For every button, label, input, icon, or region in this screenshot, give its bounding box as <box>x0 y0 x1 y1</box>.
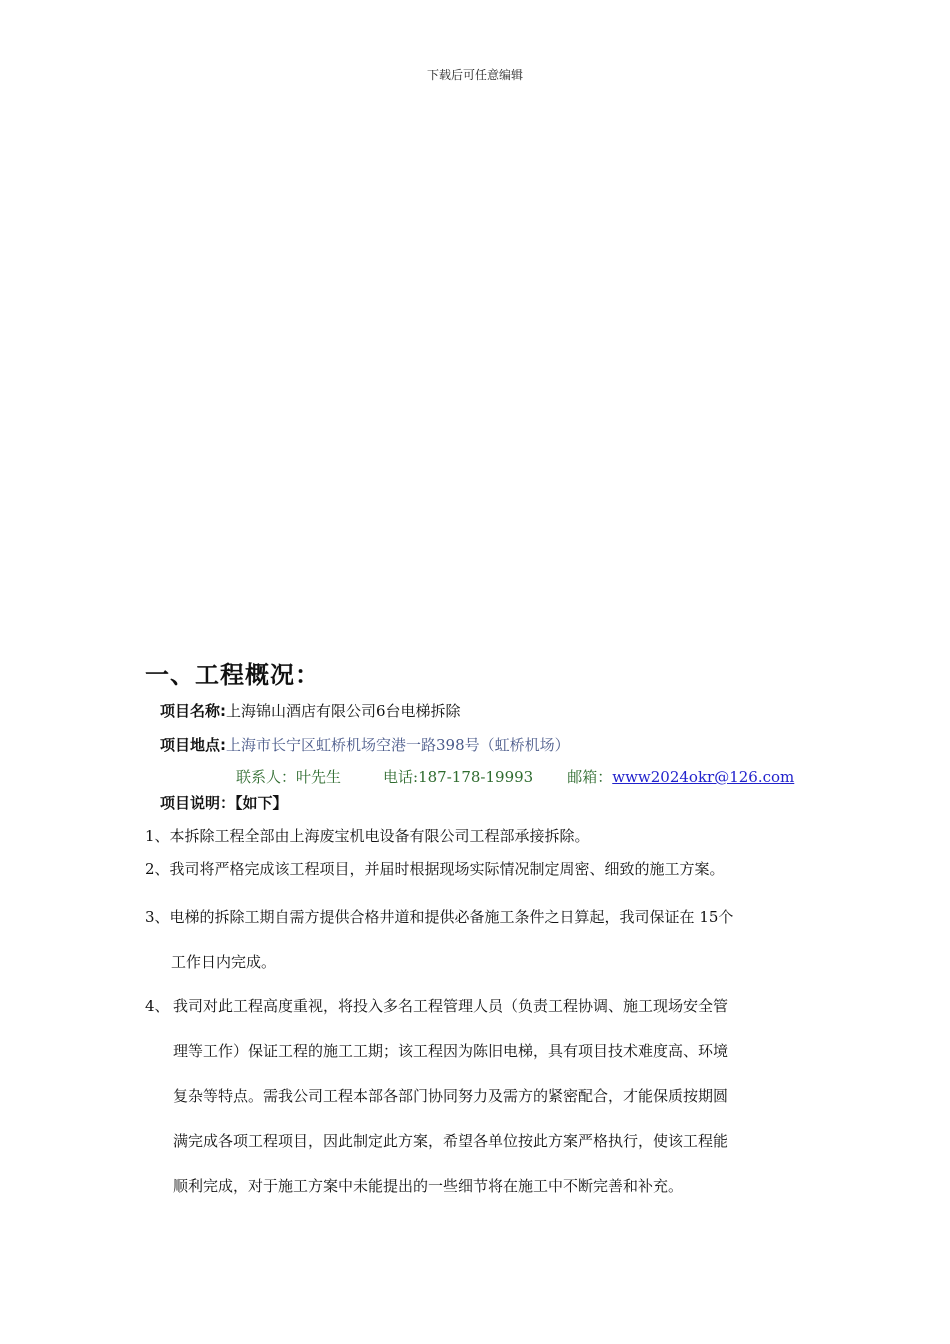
project-location-label: 项目地点: <box>160 736 226 754</box>
list-item-4 <box>145 984 810 1209</box>
project-desc-label: 项目说明：【如下】 <box>160 794 288 812</box>
list-item-4-line-2: 理等工作）保证工程的施工工期；该工程因为陈旧电梯，具有项目技术难度高、环境 <box>173 1042 729 1060</box>
list-item-4-num: 4、 <box>145 997 170 1015</box>
project-location-line <box>160 734 570 755</box>
project-name-value: 上海锦山酒店有限公司6台电梯拆除 <box>226 702 461 720</box>
contact-line <box>236 766 794 787</box>
list-item-1-num: 1、 <box>145 827 170 845</box>
list-item-2 <box>145 858 810 879</box>
list-item-4-line-1: 我司对此工程高度重视，将投入多名工程管理人员（负责工程协调、施工现场安全管 <box>173 997 729 1015</box>
list-item-1-text: 本拆除工程全部由上海废宝机电设备有限公司工程部承接拆除。 <box>169 827 590 845</box>
project-name-label: 项目名称: <box>160 702 226 720</box>
list-item-3 <box>145 895 810 985</box>
list-item-4-line-4: 满完成各项工程项目，因此制定此方案，希望各单位按此方案严格执行，使该工程能 <box>173 1132 729 1150</box>
list-item-2-text: 我司将严格完成该工程项目，并届时根据现场实际情况制定周密、细致的施工方案。 <box>169 860 725 878</box>
list-item-3-num: 3、 <box>145 908 170 926</box>
section-title: 一、工程概况： <box>145 661 320 689</box>
list-item-4-line-3: 复杂等特点。需我公司工程本部各部门协同努力及需方的紧密配合，才能保质按期圆 <box>173 1087 729 1105</box>
list-item-3-line-1: 电梯的拆除工期自需方提供合格井道和提供必备施工条件之日算起，我司保证在 15个 <box>169 908 734 926</box>
list-item-1 <box>145 825 810 846</box>
list-item-3-line-2: 工作日内完成。 <box>171 953 277 971</box>
project-name-line <box>160 700 461 721</box>
phone-value: 187-178-19993 <box>418 768 534 786</box>
page-header-note: 下载后可任意编辑 <box>426 68 523 82</box>
list-item-4-line-5: 顺利完成，对于施工方案中未能提出的一些细节将在施工中不断完善和补充。 <box>173 1177 684 1195</box>
contact-label: 联系人： <box>236 768 297 786</box>
email-link[interactable]: www2024okr@126.com <box>612 768 795 786</box>
email-label: 邮箱： <box>567 768 613 786</box>
contact-name: 叶先生 <box>296 768 342 786</box>
list-item-2-num: 2、 <box>145 860 170 878</box>
phone-label: 电话: <box>383 768 419 786</box>
project-location-value: 上海市长宁区虹桥机场空港一路398号（虹桥机场） <box>226 736 570 754</box>
project-desc-line <box>160 792 288 813</box>
